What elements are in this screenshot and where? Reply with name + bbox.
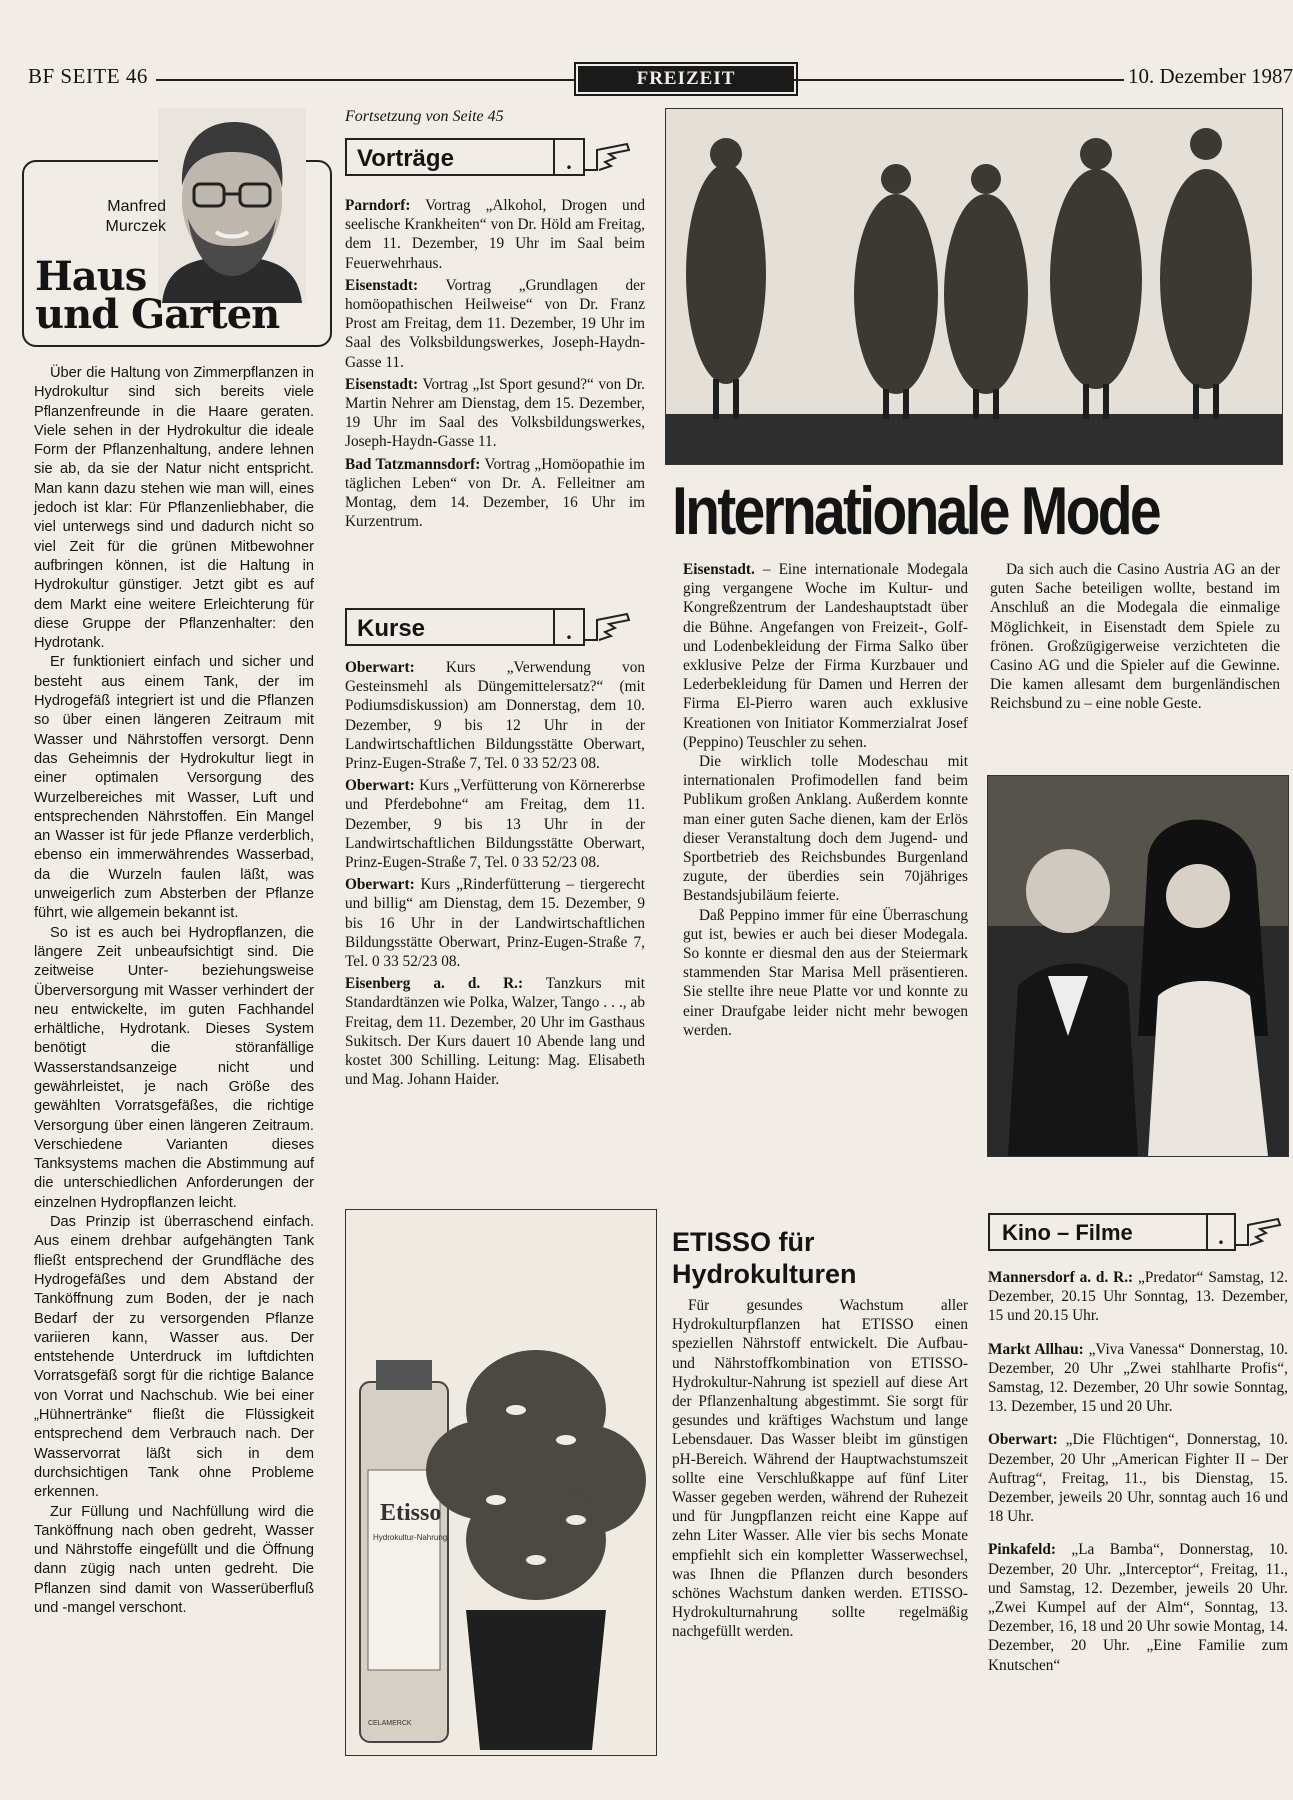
header-rule-right: [794, 79, 1124, 81]
list-item: Bad Tatzmannsdorf: Vortrag „Homöopathie im täglichen Leben“ von Dr. A. Felleitner am Montag, dem 14. Dezember, 16 Uhr im Kurzentrum.: [345, 455, 645, 531]
bottle-brand: Etisso: [380, 1500, 442, 1526]
section-label: FREIZEIT: [574, 62, 798, 96]
pointing-hand-icon: [583, 610, 633, 644]
list-item: Markt Allhau: „Viva Vanessa“ Donnerstag, 10. Dezember, 20 Uhr „Zwei stahlharte Profis“, Samstag, 12. Dezember, 20 Uhr sowie Sonntag, 13. Dezember, 15 und 20 Uhr.: [988, 1340, 1288, 1416]
issue-date: 10. Dezember 1987: [1128, 64, 1293, 88]
column-title-line1: Haus: [35, 253, 147, 300]
list-item: Oberwart: Kurs „Verfütterung von Körnererbse und Pferdebohne“ am Freitag, dem 11. Dezember, 9 bis 13 Uhr in der Landwirtschaftlichen Bildungsstätte Oberwart, Prinz-Eugen-Straße 7, Tel. 0 33 52/23 08.: [345, 777, 645, 872]
kino-list: [988, 1268, 1288, 1689]
heading-mark: .: [1208, 1213, 1236, 1251]
page-number: BF SEITE 46: [28, 64, 148, 88]
kurse-heading: [345, 608, 645, 646]
list-item: Mannersdorf a. d. R.: „Predator“ Samstag, 12. Dezember, 20.15 Uhr Sonntag, 13. Dezember, 15 und 20.15 Uhr.: [988, 1269, 1289, 1325]
couple-photo: [987, 775, 1289, 1157]
article-paragraph: Die wirklich tolle Modeschau mit internationalen Profimodellen fand beim Publikum großen Anklang. Außerdem konnte man einer guten Sache dienen, kam der Erlös dieser Veranstaltung doch dem Jugend- und Sportbetrieb des Reichsbundes Burgenland zugute, der überdies sein 70jähriges Bestandsjubiläum feierte.: [683, 753, 968, 905]
heading-mark: .: [555, 608, 585, 646]
list-item: Oberwart: „Die Flüchtigen“, Donnerstag, 10. Dezember, 20 Uhr „American Fighter II – Der Auftrag“, Freitag, 11., bis Dienstag, 15. Dezember, jeweils 20 Uhr, sonntag auch 16 und 18 Uhr.: [988, 1431, 1288, 1526]
kurse-list: [345, 658, 645, 1092]
etisso-title-line1: ETISSO für: [672, 1227, 815, 1257]
vortraege-heading: [345, 138, 645, 176]
page-header: [28, 58, 1293, 98]
etisso-title: [672, 1226, 972, 1290]
pointing-hand-icon: [1234, 1215, 1284, 1249]
kurse-heading-label: Kurse: [345, 608, 555, 646]
author-name: Manfred Murczek: [105, 198, 166, 235]
article-paragraph: Eisenstadt. – Eine internationale Modegala ging vergangene Woche im Kultur- und Kongreßzentrum der Landeshauptstadt über die Bühne. Angefangen von Freizeit-, Golf- und Lodenbekleidung der Firma Salko über exklusive Pelze der Firma Kurzbauer und Lederbekleidung für Damen und Herren der Firma El-Pierro waren auch exklusive Kreationen von Initiator Kommerzialrat Josef (Peppino) Teuschler zu sehen.: [683, 561, 968, 751]
list-item: Eisenstadt: Vortrag „Grundlagen der homöopathischen Heilweise“ von Dr. Franz Prost am Freitag, dem 11. Dezember, 19 Uhr im Saal des Volksbildungswerkes, Joseph-Haydn-Gasse 11.: [345, 276, 645, 371]
bottle-subtitle: Hydrokultur-Nahrung: [373, 1533, 448, 1542]
article-paragraph: So ist es auch bei Hydropflanzen, die längere Zeit unbeaufsichtigt sind. Die zeitweise Unter- beziehungsweise Überversorgung mit Wasser verhindert der neu entwickelte, im guten Fachhandel erhältliche, Hydrotank. Dieses System benötigt die störanfällige Wasserstandsanzeige nicht und gewährleistet, je nach Größe des gewählten Vorratsgefäßes, die richtige Versorgung über einen längeren Zeitraum. Verschiedene Varianten dieses Tanksystems machen die Abstimmung auf die unterschiedlichen Anforderungen der einzelnen Hydropflanzen leicht.: [34, 924, 314, 1211]
header-rule-left: [156, 79, 574, 81]
list-item: Oberwart: Kurs „Verwendung von Gesteinsmehl als Düngemittelersatz?“ (mit Podiumsdiskussion) am Donnerstag, dem 10. Dezember, 9 bis 12 Uhr in der Landwirtschaftlichen Bildungsstätte Oberwart, Prinz-Eugen-Straße 7, Tel. 0 33 52/23 08.: [345, 659, 645, 773]
column-title: [35, 253, 280, 338]
article-paragraph: Er funktioniert einfach und sicher und besteht aus einem Tank, der im Hydrogefäß integriert ist und die Pflanzen so über einen längeren Zeitraum mit Wasser und Nährstoffen versorgt. Denn das Geheimnis der Hydrokultur liegt in einer optimalen Versorgung des Wurzelbereiches mit Wasser, Luft und entsprechenden Nährstoffen. Ein Mangel an Wasser ist für jede Pflanze verderblich, ebenso ein immerwährendes Wasserbad, da die Wurzeln faulen läßt, was unweigerlich zum Absterben der Pflanze führt, wie allgemein bekannt ist.: [34, 654, 314, 922]
article-paragraph: Das Prinzip ist überraschend einfach. Aus einem drehbar aufgehängten Tank fließt entsprechend der Grundfläche des Hydrogefäßes und dem Abstand der Tanköffnung zum Boden, der je nach Bedarf der zu versorgenden Pflanze variieren kann, Wasser aus. Der entstehende Unterdruck im luftdichten Vorratsgefäß sorgt für die richtige Balance von Vorrat und Nachschub. Wie bei einer „Hühnertränke“ fließt die Flüssigkeit entsprechend dem Verbrauch nach. Der Wasservorrat läßt sich in dem durchsichtigen Tank ohne Probleme erkennen.: [34, 1214, 314, 1501]
mode-headline: Internationale Mode: [672, 473, 1159, 549]
haus-garten-article: [34, 364, 314, 1618]
bottle-footer: CELAMERCK: [368, 1720, 412, 1727]
article-paragraph: Über die Haltung von Zimmerpflanzen in Hydrokultur sind sich bereits viele Pflanzenfreunde in die Haare geraten. Viele sehen in der Hydrokultur die ideale Form der Pflanzenhaltung, andere lehnen sie ab, da sie der Natur nicht entspricht. Man kann dazu stehen wie man will, eines jedoch ist klar: Für Pflanzenliebhaber, die viel unterwegs sind und dadurch nicht so viel Zeit für die grünen Mitbewohner aufbringen können, ist die Haltung in Hydrokultur günstiger. Jetzt gibt es auf dem Markt eine weitere Erleichterung für diese Gruppe der Pflanzenhalter: den Hydrotank.: [34, 365, 314, 652]
column-title-line2: und Garten: [35, 291, 280, 338]
etisso-product-photo: [345, 1209, 657, 1756]
fashion-show-photo: [665, 108, 1283, 465]
vortraege-list: [345, 196, 645, 534]
vortraege-heading-label: Vorträge: [345, 138, 555, 176]
list-item: Eisenstadt: Vortrag „Ist Sport gesund?“ von Dr. Martin Nehrer am Dienstag, dem 15. Dezember, 19 Uhr im Saal des Volksbildungswerkes, Joseph-Haydn-Gasse 11.: [345, 375, 645, 451]
kino-heading-label: Kino – Filme: [988, 1213, 1208, 1251]
etisso-title-line2: Hydrokulturen: [672, 1259, 857, 1289]
list-item: Pinkafeld: „La Bamba“, Donnerstag, 10. Dezember, 20 Uhr. „Interceptor“, Freitag, 11., und Samstag, 12. Dezember, jeweils 20 Uhr. „Zwei Kumpel auf der Alm“, Sonntag, 13. Dezember, 16, 18 und 20 Uhr sowie Montag, 14. Dezember, 20 Uhr. „Eine Familie zum Knutschen“: [988, 1541, 1288, 1674]
article-paragraph: Zur Füllung und Nachfüllung wird die Tanköffnung nach oben gedreht, Wasser und Nährstoffe eingefüllt und die Öffnung dann zügig nach unten gedreht. Die Pflanzen sind damit von Wasserüberfluß und -mangel verschont.: [34, 1503, 314, 1616]
kino-heading: [988, 1213, 1288, 1251]
list-item: Eisenberg a. d. R.: Tanzkurs mit Standardtänzen wie Polka, Walzer, Tango . . ., ab Freitag, dem 11. Dezember, 20 Uhr im Gasthaus Sukitsch. Der Kurs dauert 10 Abende lang und kostet 300 Schilling. Leitung: Mag. Elisabeth und Mag. Johann Haider.: [345, 975, 645, 1089]
mode-article-col-a: [683, 560, 968, 1040]
list-item: Oberwart: Kurs „Rinderfütterung – tiergerecht und billig“ am Dienstag, dem 15. Dezember, 9 bis 16 Uhr in der Landwirtschaftlichen Bildungsstätte Oberwart, Prinz-Eugen-Straße 7, Tel. 0 33 52/23 08.: [345, 876, 645, 971]
mode-article-col-b: [990, 560, 1280, 714]
continuation-note: Fortsetzung von Seite 45: [345, 108, 504, 125]
list-item: Parndorf: Vortrag „Alkohol, Drogen und seelische Krankheiten“ von Dr. Höld am Freitag, dem 11. Dezember, 19 Uhr im Saal beim Feuerwehrhaus.: [345, 197, 645, 272]
article-paragraph: Da sich auch die Casino Austria AG an der guten Sache beteiligen wollte, bestand im Anschluß an die Modegala die einmalige Möglichkeit, in Eisenstadt dem Spiele zu frönen. Großzügigerweise verzichteten die Casino AG und die Spieler auf die Gewinne. Die kamen allesamt dem burgenländischen Reichsbund zu – eine noble Geste.: [990, 561, 1280, 713]
etisso-article: [672, 1296, 968, 1642]
article-paragraph: Für gesundes Wachstum aller Hydrokulturpflanzen hat ETISSO einen speziellen Nährstoff entwickelt. Die Aufbau- und Nährstoffkombination von ETISSO-Hydrokultur-Nahrung ist speziell auf diese Art der Pflanzenhaltung abgestimmt. Sie sorgt für gesundes und kräftiges Wachstum und lange Lebensdauer. Das Wasser bleibt im günstigen pH-Bereich. Während der Hauptwachstumszeit sollte eine Verschlußkappe auf fünf Liter Wasser gegeben werden, während der Ruhezeit und für Jungpflanzen reicht eine Kappe auf zehn Liter Wasser. Alle vier bis sechs Monate empfiehlt sich ein kompletter Wasserwechsel, was Ihnen die Pflanzen durch besonders schönes Wachstum danken werden. ETISSO-Hydrokulturnahrung sollte regelmäßig nachgefüllt werden.: [672, 1297, 968, 1641]
article-paragraph: Daß Peppino immer für eine Überraschung gut ist, bewies er auch bei dieser Modegala. So konnte er diesmal den aus der Steiermark stammenden Star Marisa Mell präsentieren. Sie stellte ihre neue Platte vor und konnte zu einer Draufgabe leider nicht mehr bewogen werden.: [683, 906, 968, 1039]
heading-mark: .: [555, 138, 585, 176]
pointing-hand-icon: [583, 140, 633, 174]
